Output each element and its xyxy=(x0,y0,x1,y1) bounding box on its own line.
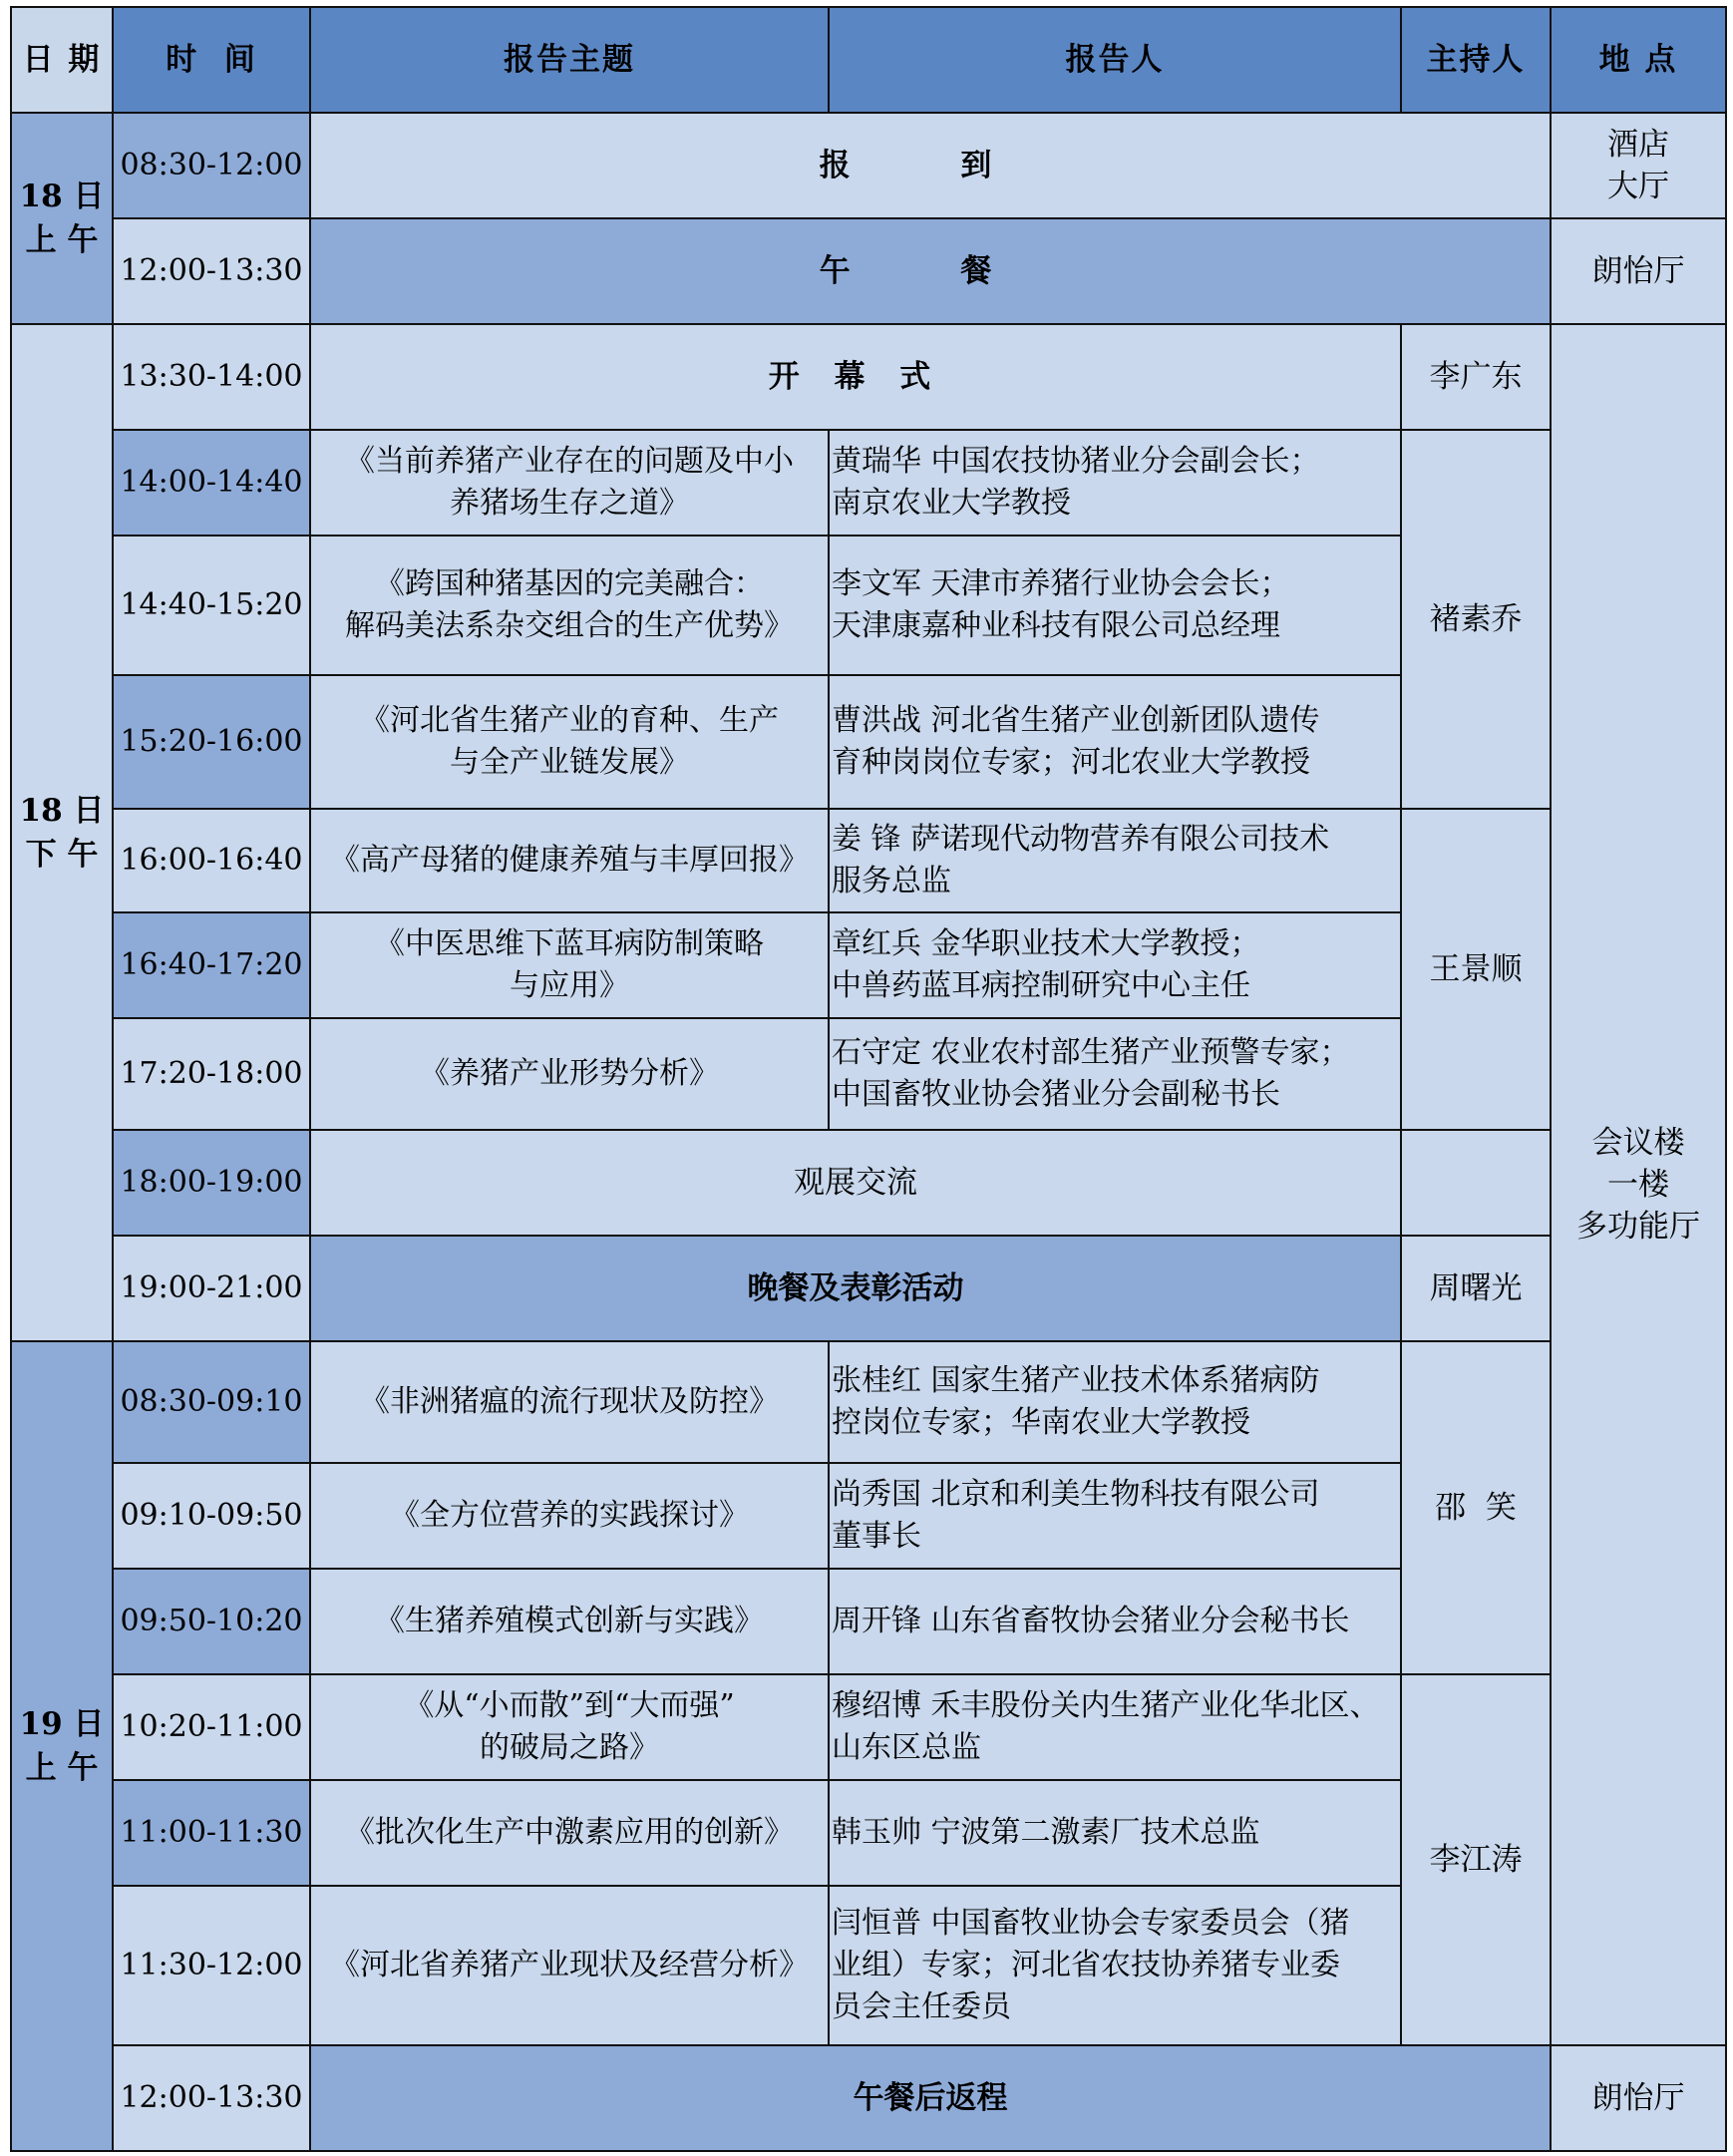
topic-cell: 《河北省生猪产业的育种、生产 与全产业链发展》 xyxy=(310,675,829,809)
header-row xyxy=(11,7,1726,113)
topic-cell: 《当前养猪产业存在的问题及中小 养猪场生存之道》 xyxy=(310,430,829,536)
table-row xyxy=(11,113,1726,218)
table-row xyxy=(11,1341,1726,1463)
table-row xyxy=(11,1236,1726,1341)
venue-langyi: 朗怡厅 xyxy=(1551,218,1726,324)
topic-cell: 《生猪养殖模式创新与实践》 xyxy=(310,1569,829,1674)
time-cell: 19:00-21:00 xyxy=(113,1236,310,1341)
topic-cell: 《批次化生产中激素应用的创新》 xyxy=(310,1780,829,1886)
event-opening: 开 幕 式 xyxy=(310,324,1401,430)
table-row xyxy=(11,2045,1726,2151)
time-cell: 08:30-09:10 xyxy=(113,1341,310,1463)
venue-langyi: 朗怡厅 xyxy=(1551,2045,1726,2151)
topic-cell: 《高产母猪的健康养殖与丰厚回报》 xyxy=(310,809,829,912)
table-row xyxy=(11,1674,1726,1780)
speaker-cell: 韩玉帅 宁波第二激素厂技术总监 xyxy=(829,1780,1401,1886)
speaker-cell: 李文军 天津市养猪行业协会会长； 天津康嘉种业科技有限公司总经理 xyxy=(829,536,1401,675)
header-venue: 地 点 xyxy=(1551,7,1726,113)
time-cell: 14:00-14:40 xyxy=(113,430,310,536)
topic-cell: 《养猪产业形势分析》 xyxy=(310,1018,829,1130)
time-cell: 14:40-15:20 xyxy=(113,536,310,675)
topic-cell: 《跨国种猪基因的完美融合： 解码美法系杂交组合的生产优势》 xyxy=(310,536,829,675)
speaker-cell: 穆绍博 禾丰股份关内生猪产业化华北区、 山东区总监 xyxy=(829,1674,1401,1780)
event-lunch-return: 午餐后返程 xyxy=(310,2045,1551,2151)
time-cell: 17:20-18:00 xyxy=(113,1018,310,1130)
event-lunch: 午 餐 xyxy=(310,218,1551,324)
time-cell: 11:30-12:00 xyxy=(113,1886,310,2045)
speaker-cell: 姜 锋 萨诺现代动物营养有限公司技术 服务总监 xyxy=(829,809,1401,912)
time-cell: 13:30-14:00 xyxy=(113,324,310,430)
speaker-cell: 张桂红 国家生猪产业技术体系猪病防 控岗位专家；华南农业大学教授 xyxy=(829,1341,1401,1463)
venue-meeting-hall: 会议楼 一楼 多功能厅 xyxy=(1551,324,1726,2045)
speaker-cell: 周开锋 山东省畜牧协会猪业分会秘书长 xyxy=(829,1569,1401,1674)
host-cell: 王景顺 xyxy=(1401,809,1551,1130)
date-18-pm: 18 日 下 午 xyxy=(11,324,113,1341)
time-cell: 08:30-12:00 xyxy=(113,113,310,218)
topic-cell: 《从“小而散”到“大而强” 的破局之路》 xyxy=(310,1674,829,1780)
time-cell: 16:00-16:40 xyxy=(113,809,310,912)
venue-lobby: 酒店 大厅 xyxy=(1551,113,1726,218)
table-row xyxy=(11,809,1726,912)
time-cell: 16:40-17:20 xyxy=(113,912,310,1018)
table-row xyxy=(11,1130,1726,1236)
time-cell: 10:20-11:00 xyxy=(113,1674,310,1780)
table-row xyxy=(11,324,1726,430)
time-cell: 12:00-13:30 xyxy=(113,2045,310,2151)
time-cell: 12:00-13:30 xyxy=(113,218,310,324)
header-topic: 报告主题 xyxy=(310,7,829,113)
host-cell: 周曙光 xyxy=(1401,1236,1551,1341)
table-row xyxy=(11,218,1726,324)
date-18-am: 18 日 上 午 xyxy=(11,113,113,324)
header-date: 日 期 xyxy=(11,7,113,113)
speaker-cell: 尚秀国 北京和利美生物科技有限公司 董事长 xyxy=(829,1463,1401,1569)
date-19-am: 19 日 上 午 xyxy=(11,1341,113,2151)
topic-cell: 《非洲猪瘟的流行现状及防控》 xyxy=(310,1341,829,1463)
time-cell: 11:00-11:30 xyxy=(113,1780,310,1886)
topic-cell: 《河北省养猪产业现状及经营分析》 xyxy=(310,1886,829,2045)
event-dinner-awards: 晚餐及表彰活动 xyxy=(310,1236,1401,1341)
agenda-table xyxy=(10,6,1727,2152)
host-cell: 邵 笑 xyxy=(1401,1341,1551,1674)
host-cell: 李江涛 xyxy=(1401,1674,1551,2045)
host-cell: 褚素乔 xyxy=(1401,430,1551,809)
time-cell: 15:20-16:00 xyxy=(113,675,310,809)
speaker-cell: 章红兵 金华职业技术大学教授； 中兽药蓝耳病控制研究中心主任 xyxy=(829,912,1401,1018)
topic-cell: 《中医思维下蓝耳病防制策略 与应用》 xyxy=(310,912,829,1018)
table-row xyxy=(11,430,1726,536)
time-cell: 09:10-09:50 xyxy=(113,1463,310,1569)
header-speaker: 报告人 xyxy=(829,7,1401,113)
speaker-cell: 曹洪战 河北省生猪产业创新团队遗传 育种岗岗位专家；河北农业大学教授 xyxy=(829,675,1401,809)
event-exhibition: 观展交流 xyxy=(310,1130,1401,1236)
time-cell: 09:50-10:20 xyxy=(113,1569,310,1674)
topic-cell: 《全方位营养的实践探讨》 xyxy=(310,1463,829,1569)
host-cell: 李广东 xyxy=(1401,324,1551,430)
time-cell: 18:00-19:00 xyxy=(113,1130,310,1236)
header-time: 时 间 xyxy=(113,7,310,113)
event-registration: 报 到 xyxy=(310,113,1551,218)
speaker-cell: 石守定 农业农村部生猪产业预警专家； 中国畜牧业协会猪业分会副秘书长 xyxy=(829,1018,1401,1130)
speaker-cell: 黄瑞华 中国农技协猪业分会副会长； 南京农业大学教授 xyxy=(829,430,1401,536)
speaker-cell: 闫恒普 中国畜牧业协会专家委员会（猪 业组）专家；河北省农技协养猪专业委 员会主任委员 xyxy=(829,1886,1401,2045)
header-host: 主持人 xyxy=(1401,7,1551,113)
host-cell-empty xyxy=(1401,1130,1551,1236)
